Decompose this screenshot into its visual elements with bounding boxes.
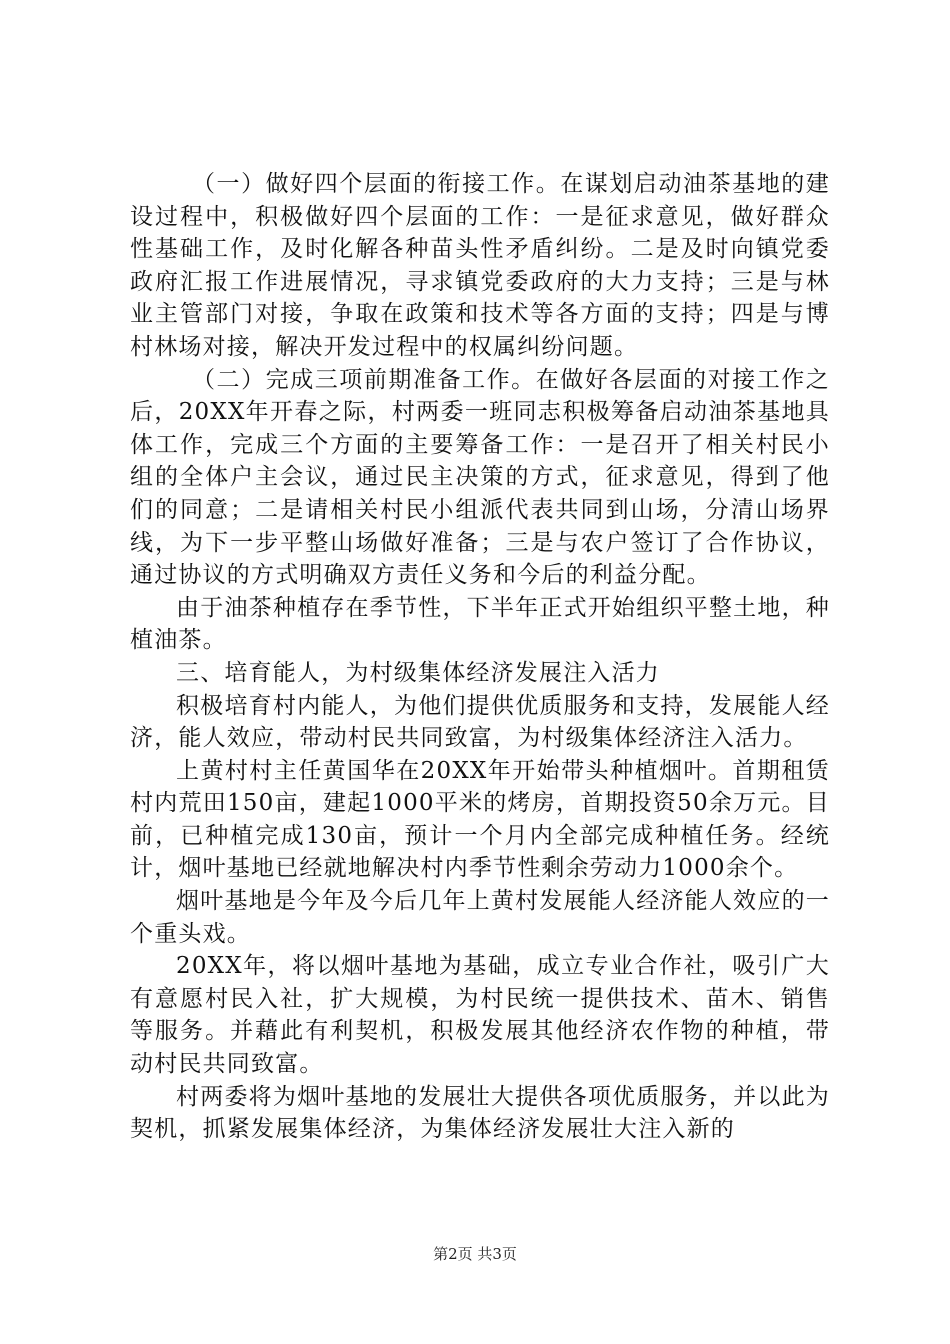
page-footer bbox=[0, 1244, 950, 1264]
paragraph-coordination-work: （一）做好四个层面的衔接工作。在谋划启动油茶基地的建设过程中，积极做好四个层面的工作：一是征求意见，做好群众性基础工作，及时化解各种苗头性矛盾纠纷。二是及时向镇党委政府汇报工作进展情况，寻求镇党委政府的大力支持；三是与林业主管部门对接，争取在政策和技术等各方面的支持；四是与博村林场对接，解决开发过程中的权属纠纷问题。 bbox=[130, 171, 830, 360]
paragraph-village-committee-service: 村两委将为烟叶基地的发展壮大提供各项优质服务，并以此为契机，抓紧发展集体经济，为集体经济发展壮大注入新的 bbox=[130, 1083, 830, 1143]
paragraph-tobacco-base-focus: 烟叶基地是今年及今后几年上黄村发展能人经济能人效应的一个重头戏。 bbox=[130, 888, 830, 947]
section-heading-cultivate-talent: 三、培育能人，为村级集体经济发展注入活力 bbox=[176, 659, 660, 686]
page-number-label: 第2页 共3页 bbox=[433, 1245, 517, 1263]
document-body bbox=[130, 168, 830, 1146]
paragraph-cultivate-talent: 积极培育村内能人，为他们提供优质服务和支持，发展能人经济，能人效应，带动村民共同致富，为村级集体经济注入活力。 bbox=[130, 692, 830, 752]
paragraph-cooperative-plan: 20XX年，将以烟叶基地为基础，成立专业合作社，吸引广大有意愿村民入社，扩大规模，为村民统一提供技术、苗木、销售等服务。并藉此有利契机，积极发展其他经济农作物的种植，带动村民共同致富。 bbox=[130, 953, 830, 1078]
paragraph-tobacco-planting: 上黄村村主任黄国华在20XX年开始带头种植烟叶。首期租赁村内荒田150亩，建起1000平米的烤房，首期投资50余万元。目前，已种植完成130亩，预计一个月内全部完成种植任务。经统计，烟叶基地已经就地解决村内季节性剩余劳动力1000余个。 bbox=[130, 757, 830, 882]
paragraph-seasonal-planting: 由于油茶种植存在季节性，下半年正式开始组织平整土地，种植油茶。 bbox=[130, 594, 830, 654]
paragraph-preparation-work: （二）完成三项前期准备工作。在做好各层面的对接工作之后，20XX年开春之际，村两委一班同志积极筹备启动油茶基地具体工作，完成三个方面的主要筹备工作：一是召开了相关村民小组的全体户主会议，通过民主决策的方式，征求意见，得到了他们的同意；二是请相关村民小组派代表共同到山场，分清山场界线，为下一步平整山场做好准备；三是与农户签订了合作协议，通过协议的方式明确双方责任义务和今后的利益分配。 bbox=[130, 366, 830, 589]
